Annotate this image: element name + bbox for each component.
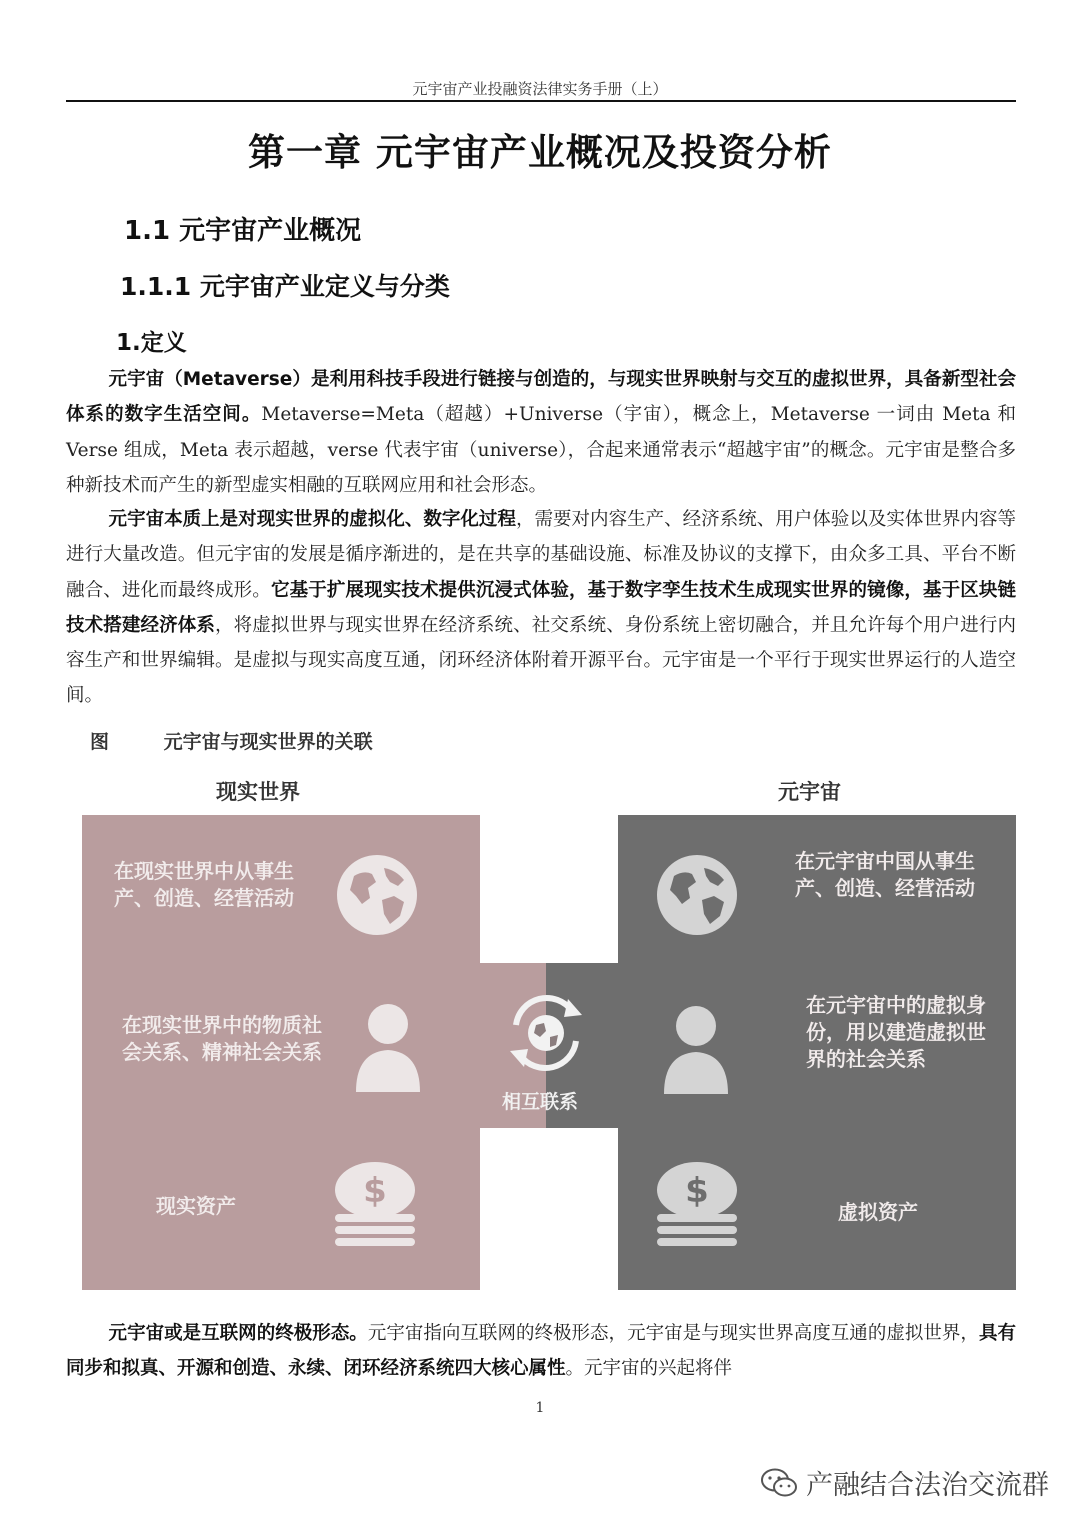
real-world-item-assets: 现实资产 [156, 1194, 236, 1218]
subsection-heading: 1.1.1 元宇宙产业定义与分类 [120, 272, 450, 301]
header-rule [66, 100, 1016, 102]
paragraph-essence [66, 502, 1016, 714]
definition-bold: 元宇宙（Metaverse）是利用科技手段进行链接与创造的，与现实世界映射与交互的虚拟世界，具备新型社会体系的数字生活空间。 [66, 369, 1016, 426]
person-icon [660, 1002, 732, 1094]
definition-heading: 1.定义 [116, 330, 187, 356]
figure-caption-title: 元宇宙与现实世界的关联 [163, 731, 373, 753]
ultimate-bold-2: 具有同步和拟真、开源和创造、永续、闭环经济系统四大核心属性 [66, 1323, 1016, 1380]
globe-icon [334, 852, 420, 938]
svg-text:$: $ [363, 1171, 387, 1211]
person-icon [352, 1000, 424, 1092]
page-number: 1 [535, 1400, 545, 1416]
figure-caption-prefix: 图 [90, 731, 110, 753]
ultimate-text-2: 。元宇宙的兴起将伴 [565, 1358, 733, 1380]
figure-caption [90, 727, 373, 754]
metaverse-item-identity: 在元宇宙中的虚拟身份，用以建造虚拟世界的社会关系 [806, 993, 986, 1071]
metaverse-item-assets: 虚拟资产 [838, 1200, 918, 1224]
real-world-item-production: 在现实世界中从事生产、创造、经营活动 [114, 859, 294, 910]
coins-icon [654, 1160, 740, 1250]
essence-bold-2: 它基于扩展现实技术提供沉浸式体验，基于数字孪生技术生成现实世界的镜像，基于区块链技术搭建经济体系 [66, 579, 1016, 636]
chapter-title: 第一章 元宇宙产业概况及投资分析 [248, 131, 832, 174]
svg-text:$: $ [685, 1171, 709, 1211]
essence-text-2: ，将虚拟世界与现实世界在经济系统、社交系统、身份系统上密切融合，并且允许每个用户进行内容生产和世界编辑。是虚拟与现实高度互通，闭环经济体附着开源平台。元宇宙是一个平行于现实世界运行的人造空间。 [66, 614, 1016, 707]
watermark [760, 1463, 1049, 1502]
ultimate-bold-1: 元宇宙或是互联网的终极形态。 [108, 1323, 368, 1344]
figure-notch-top [480, 815, 618, 963]
ultimate-text-1: 元宇宙指向互联网的终极形态，元宇宙是与现实世界高度互通的虚拟世界， [367, 1323, 979, 1344]
header-title: 元宇宙产业投融资法律实务手册（上） [412, 80, 668, 98]
real-world-item-relations: 在现实世界中的物质社会关系、精神社会关系 [122, 1013, 322, 1064]
sync-globe-icon [498, 985, 594, 1081]
figure-notch-bottom [480, 1128, 618, 1290]
essence-text-1: ，需要对内容生产、经济系统、用户体验以及实体世界内容等进行大量改造。但元宇宙的发展是循序渐进的，是在共享的基础设施、标准及协议的支撑下，由众多工具、平台不断融合、进化而最终成形。 [66, 509, 1016, 601]
paragraph-ultimate-form [66, 1316, 1016, 1388]
paragraph-definition [66, 362, 1016, 503]
metaverse-item-production: 在元宇宙中国从事生产、创造、经营活动 [795, 849, 975, 900]
figure-right-title: 元宇宙 [778, 780, 841, 804]
figure-left-title: 现实世界 [216, 780, 300, 804]
wechat-icon [760, 1467, 798, 1499]
mutual-connection-label: 相互联系 [502, 1091, 579, 1113]
section-heading: 1.1 元宇宙产业概况 [124, 216, 362, 246]
globe-icon [654, 852, 740, 938]
definition-text: Metaverse=Meta（超越）+Universe（宇宙），概念上，Metaverse 一词由 Meta 和 Verse 组成，Meta 表示超越，verse 代表宇宙（universe），合起来通常表示“超越宇宙”的概念。元宇宙是整合多种新技术而产生的新型虚实相融的互联网应用和社会形态。 [66, 404, 1016, 496]
essence-bold-1: 元宇宙本质上是对现实世界的虚拟化、数字化过程 [108, 509, 516, 530]
watermark-text: 产融结合法治交流群 [806, 1470, 1049, 1501]
coins-icon [332, 1160, 418, 1250]
